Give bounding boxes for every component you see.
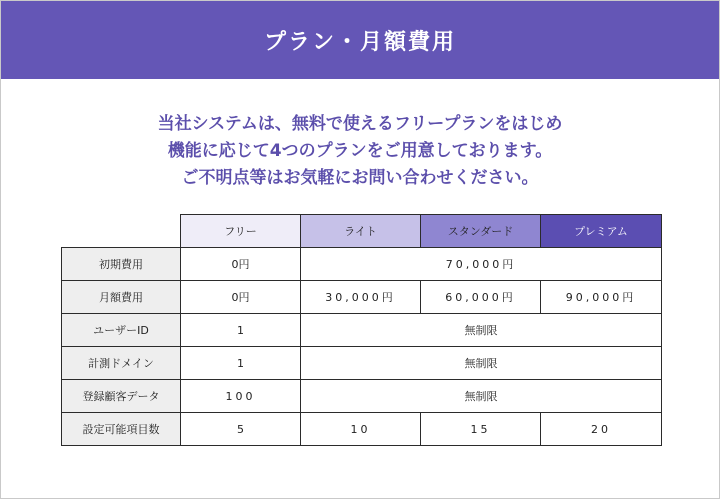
table-row [62,347,662,380]
table-row [62,281,662,314]
table-row [62,248,662,281]
cell-initial-fee-paid: 70,000円 [301,248,662,281]
table-header-row [62,215,662,248]
row-label-domains: 計測ドメイン [62,347,181,380]
cell-user-id-paid: 無制限 [301,314,662,347]
row-label-user-id: ユーザーID [62,314,181,347]
page-title: プラン・月額費用 [263,29,456,55]
plan-comparison-table [61,214,662,446]
cell-user-id-free: 1 [181,314,301,347]
cell-domains-free: 1 [181,347,301,380]
cell-settable-items-lite: 10 [301,413,421,446]
intro-line-3: ご不明点等はお気軽にお問い合わせください。 [181,168,539,188]
intro-text [1,111,719,192]
cell-settable-items-standard: 15 [421,413,541,446]
plan-header-premium: プレミアム [541,215,662,248]
cell-monthly-fee-free: 0円 [181,281,301,314]
row-label-settable-items: 設定可能項目数 [62,413,181,446]
plan-header-standard: スタンダード [421,215,541,248]
intro-line-1: 当社システムは、無料で使えるフリープランをはじめ [157,114,563,134]
cell-monthly-fee-lite: 30,000円 [301,281,421,314]
plan-header-free: フリー [181,215,301,248]
plan-header-lite: ライト [301,215,421,248]
cell-settable-items-free: 5 [181,413,301,446]
row-label-customer-data: 登録顧客データ [62,380,181,413]
table-row [62,380,662,413]
page-header [1,1,719,79]
cell-monthly-fee-premium: 90,000円 [541,281,662,314]
table-corner [62,215,181,248]
intro-line-2: 機能に応じて4つのプランをご用意しております。 [167,141,553,161]
cell-settable-items-premium: 20 [541,413,662,446]
cell-initial-fee-free: 0円 [181,248,301,281]
cell-customer-data-free: 100 [181,380,301,413]
table-row [62,413,662,446]
cell-monthly-fee-standard: 60,000円 [421,281,541,314]
cell-customer-data-paid: 無制限 [301,380,662,413]
cell-domains-paid: 無制限 [301,347,662,380]
row-label-monthly-fee: 月額費用 [62,281,181,314]
table-row [62,314,662,347]
row-label-initial-fee: 初期費用 [62,248,181,281]
